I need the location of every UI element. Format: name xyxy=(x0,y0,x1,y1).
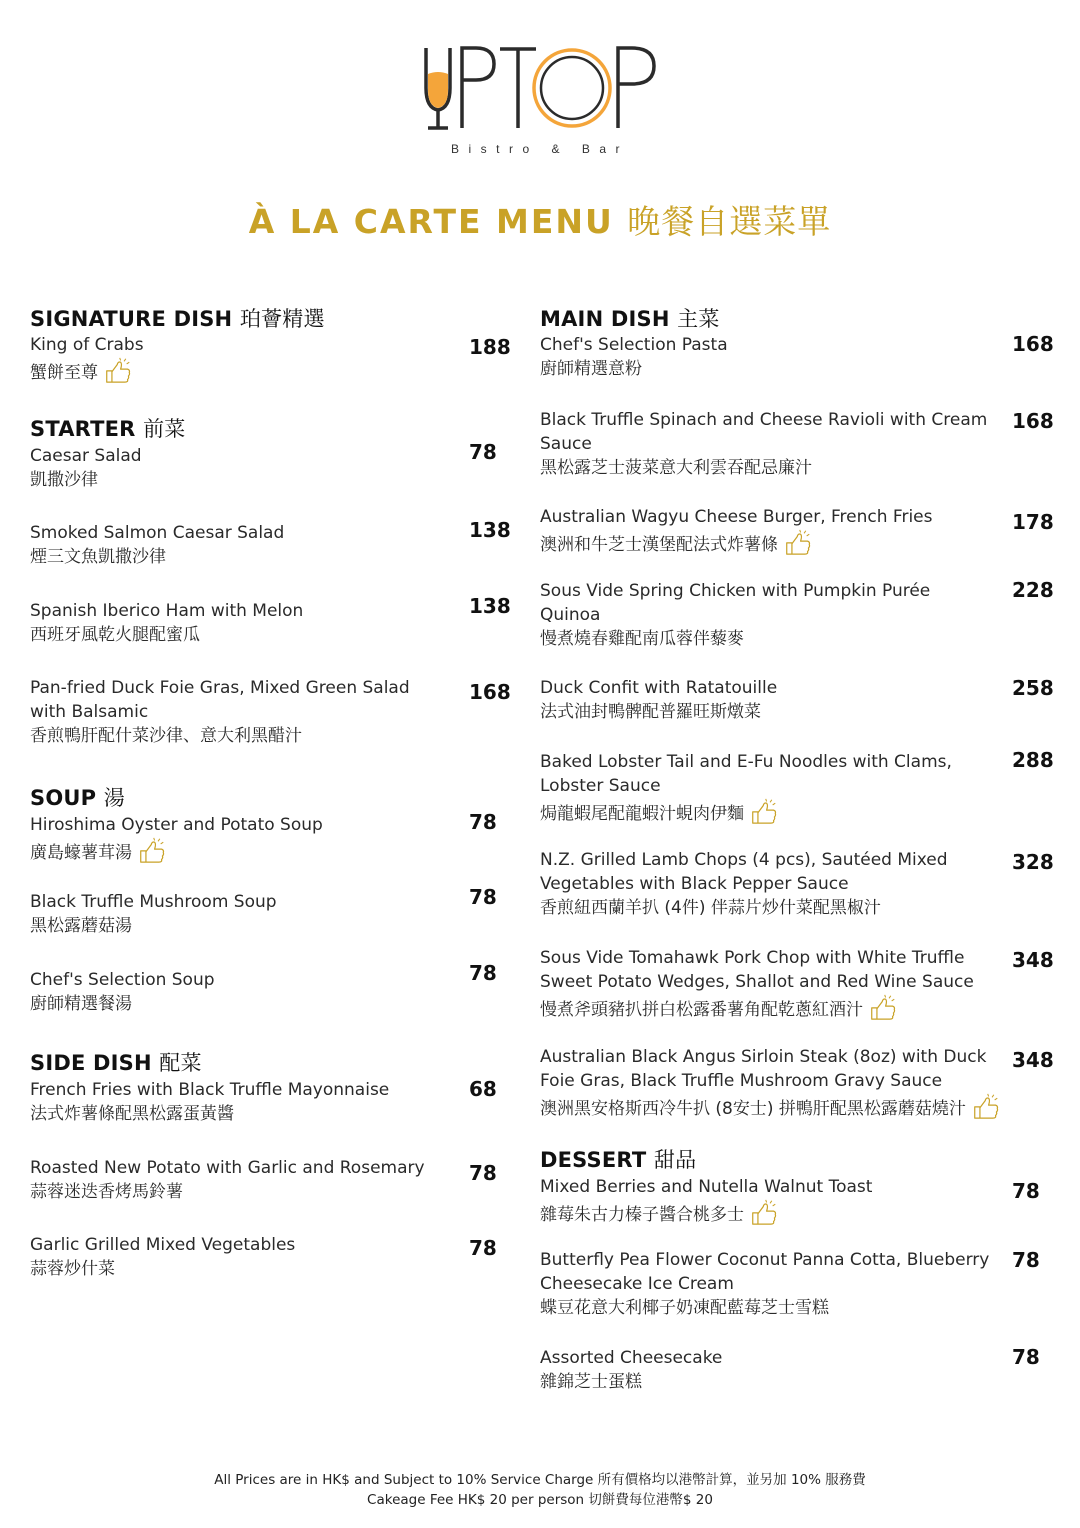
menu-item: Smoked Salmon Caesar Salad 煙三文魚凱撒沙律 xyxy=(30,523,285,567)
menu-title-zh: 晚餐自選菜單 xyxy=(627,202,832,241)
thumbs-up-icon xyxy=(103,357,133,383)
item-price: 328 xyxy=(1012,850,1054,874)
menu-item: Sous Vide Spring Chicken with Pumpkin Purée Quinoa 慢煮燒春雞配南瓜蓉伴藜麥 xyxy=(540,581,931,649)
menu-item: King of Crabs 蟹餅至尊 xyxy=(30,335,144,383)
item-price: 258 xyxy=(1012,676,1054,700)
item-price: 188 xyxy=(469,335,511,359)
brand-logo xyxy=(420,40,660,160)
menu-item: Black Truffle Mushroom Soup 黑松露蘑菇湯 xyxy=(30,892,277,936)
item-price: 78 xyxy=(1012,1345,1040,1369)
menu-item: Spanish Iberico Ham with Melon 西班牙風乾火腿配蜜瓜 xyxy=(30,601,304,645)
section-heading-dessert: DESSERT 甜品 xyxy=(540,1148,697,1172)
menu-title-en: À LA CARTE MENU xyxy=(248,202,614,241)
item-price: 348 xyxy=(1012,1048,1054,1072)
item-price: 78 xyxy=(469,440,497,464)
menu-item: N.Z. Grilled Lamb Chops (4 pcs), Sautéed Mixed Vegetables with Black Pepper Sauce 香煎紐西蘭羊扒 (4件) 伴蒜片炒什菜配黑椒汁 xyxy=(540,850,948,918)
item-price: 178 xyxy=(1012,510,1054,534)
item-price: 78 xyxy=(1012,1248,1040,1272)
section-heading-starter: STARTER 前菜 xyxy=(30,417,186,441)
menu-item: Sous Vide Tomahawk Pork Chop with White Truffle Sweet Potato Wedges, Shallot and Red Wine Sauce 慢煮斧頭豬扒拼白松露番薯角配乾蔥紅酒汁 xyxy=(540,948,974,1020)
menu-item: Pan-fried Duck Foie Gras, Mixed Green Salad with Balsamic 香煎鴨肝配什菜沙律、意大利黑醋汁 xyxy=(30,678,410,746)
menu-item: Baked Lobster Tail and E-Fu Noodles with Clams, Lobster Sauce 焗龍蝦尾配龍蝦汁蜆肉伊麵 xyxy=(540,752,952,824)
thumbs-up-icon xyxy=(137,837,167,863)
menu-item: Hiroshima Oyster and Potato Soup 廣島蠔薯茸湯 xyxy=(30,815,323,863)
menu-item: Butterfly Pea Flower Coconut Panna Cotta, Blueberry Cheesecake Ice Cream 蝶豆花意大利椰子奶凍配藍莓芝士雪糕 xyxy=(540,1250,990,1318)
section-heading-soup: SOUP 湯 xyxy=(30,786,125,810)
item-price: 78 xyxy=(469,885,497,909)
item-price: 138 xyxy=(469,518,511,542)
thumbs-up-icon xyxy=(749,798,779,824)
section-heading-side: SIDE DISH 配菜 xyxy=(30,1051,202,1075)
item-price: 168 xyxy=(469,680,511,704)
item-price: 78 xyxy=(469,1161,497,1185)
thumbs-up-icon xyxy=(749,1199,779,1225)
menu-item: Black Truffle Spinach and Cheese Ravioli with Cream Sauce 黑松露芝士菠菜意大利雲吞配忌廉汁 xyxy=(540,410,988,478)
thumbs-up-icon xyxy=(971,1093,1001,1119)
footer-service-charge: All Prices are in HK$ and Subject to 10% Service Charge 所有價格均以港幣計算，並另加 10% 服務費 xyxy=(214,1472,866,1488)
item-price: 348 xyxy=(1012,948,1054,972)
item-price: 78 xyxy=(469,810,497,834)
item-price: 78 xyxy=(1012,1179,1040,1203)
thumbs-up-icon xyxy=(783,529,813,555)
menu-title xyxy=(0,196,1080,243)
item-price: 78 xyxy=(469,1236,497,1260)
item-price: 78 xyxy=(469,961,497,985)
item-price: 228 xyxy=(1012,578,1054,602)
thumbs-up-icon xyxy=(868,994,898,1020)
menu-item: French Fries with Black Truffle Mayonnaise 法式炸薯條配黑松露蛋黃醬 xyxy=(30,1080,390,1124)
menu-item: Mixed Berries and Nutella Walnut Toast 雜莓朱古力榛子醬合桃多士 xyxy=(540,1177,873,1225)
item-price: 288 xyxy=(1012,748,1054,772)
section-heading-main: MAIN DISH 主菜 xyxy=(540,307,720,331)
item-price: 138 xyxy=(469,594,511,618)
footer-cakeage-fee: Cakeage Fee HK$ 20 per person 切餅費每位港幣$ 20 xyxy=(367,1492,713,1508)
menu-item: Australian Black Angus Sirloin Steak (8oz) with Duck Foie Gras, Black Truffle Mushroom Gravy Sauce 澳洲黑安格斯西冷牛扒 (8安士) 拼鴨肝配黑松露蘑菇燒汁 xyxy=(540,1045,1010,1121)
item-price: 68 xyxy=(469,1077,497,1101)
menu-item: Chef's Selection Pasta 廚師精選意粉 xyxy=(540,335,728,379)
menu-item: Chef's Selection Soup 廚師精選餐湯 xyxy=(30,970,215,1014)
menu-item: Garlic Grilled Mixed Vegetables 蒜蓉炒什菜 xyxy=(30,1235,296,1279)
item-price: 168 xyxy=(1012,409,1054,433)
menu-item: Caesar Salad 凱撒沙律 xyxy=(30,446,142,490)
menu-item: Assorted Cheesecake 雜錦芝士蛋糕 xyxy=(540,1348,723,1392)
menu-item: Australian Wagyu Cheese Burger, French Fries 澳洲和牛芝士漢堡配法式炸薯條 xyxy=(540,507,933,555)
menu-item: Duck Confit with Ratatouille 法式油封鴨髀配普羅旺斯燉菜 xyxy=(540,678,778,722)
section-heading-signature: SIGNATURE DISH 珀薈精選 xyxy=(30,307,325,331)
menu-item: Roasted New Potato with Garlic and Rosemary 蒜蓉迷迭香烤馬鈴薯 xyxy=(30,1158,425,1202)
item-price: 168 xyxy=(1012,332,1054,356)
brand-tagline: Bistro & Bar xyxy=(450,142,630,156)
